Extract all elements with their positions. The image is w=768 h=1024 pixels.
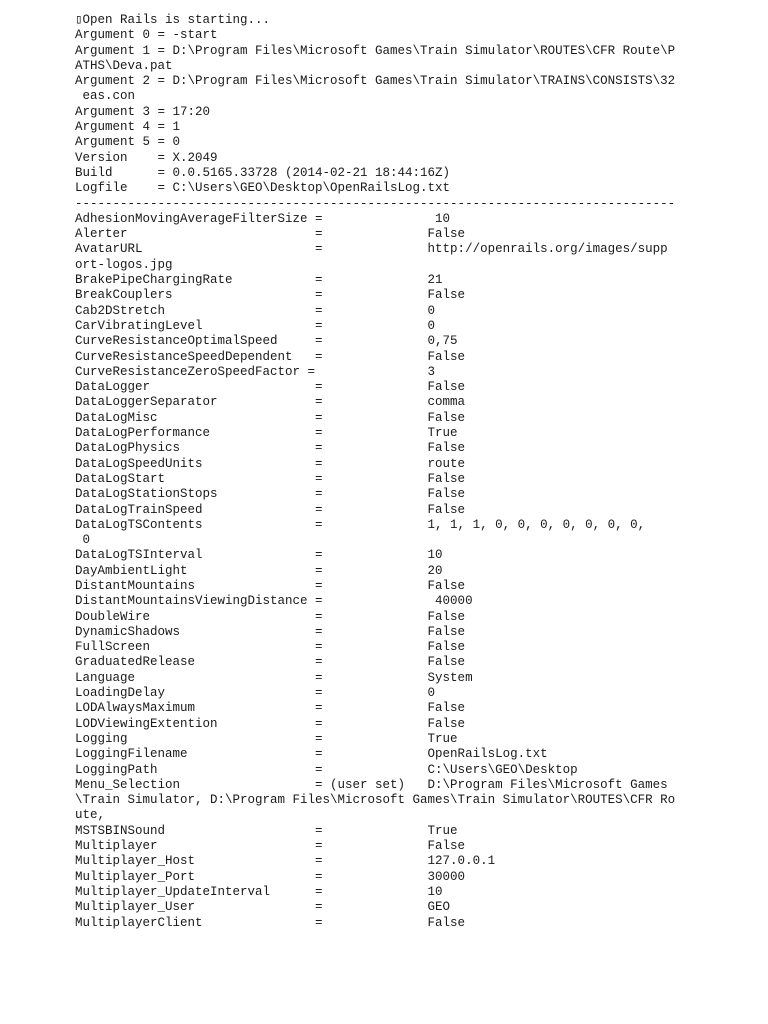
log-line: MultiplayerClient = False (75, 915, 466, 930)
log-line: DataLogger = False (75, 380, 466, 395)
log-line: DataLogStart = False (75, 471, 466, 486)
log-line: DynamicShadows = False (75, 624, 466, 639)
log-line: BreakCouplers = False (75, 288, 466, 303)
log-line: 0 (75, 533, 91, 548)
log-line: DataLogMisc = False (75, 410, 466, 425)
log-line: DataLogSpeedUnits = route (75, 456, 466, 471)
log-line: BrakePipeChargingRate = 21 (75, 273, 443, 288)
log-line: ort-logos.jpg (75, 257, 173, 272)
log-line: Argument 3 = 17:20 (75, 104, 211, 119)
log-line: Multiplayer_UpdateInterval = 10 (75, 884, 443, 899)
log-line: CarVibratingLevel = 0 (75, 318, 436, 333)
log-line: MSTSBINSound = True (75, 823, 458, 838)
log-line: AdhesionMovingAverageFilterSize = 10 (75, 211, 451, 226)
log-line: \Train Simulator, D:\Program Files\Microsoft Games\Train Simulator\ROUTES\CFR Ro (75, 793, 675, 808)
log-line: DoubleWire = False (75, 609, 466, 624)
log-line: DataLogTSContents = 1, 1, 1, 0, 0, 0, 0, 0, 0, 0, (75, 517, 646, 532)
log-text-block (75, 13, 675, 931)
log-line: Version = X.2049 (75, 150, 218, 165)
log-line: FullScreen = False (75, 640, 466, 655)
log-line: Language = System (75, 670, 473, 685)
log-line: LoadingDelay = 0 (75, 686, 436, 701)
log-line: DataLogPerformance = True (75, 426, 458, 441)
log-line: Argument 1 = D:\Program Files\Microsoft Games\Train Simulator\ROUTES\CFR Route\P (75, 43, 675, 58)
log-line: Argument 4 = 1 (75, 120, 181, 135)
log-line: DataLogTSInterval = 10 (75, 548, 443, 563)
log-line: AvatarURL = http://openrails.org/images/supp (75, 242, 668, 257)
log-line: DataLogPhysics = False (75, 441, 466, 456)
log-line: DataLoggerSeparator = comma (75, 395, 466, 410)
log-line: eas.con (75, 89, 136, 104)
log-line: DayAmbientLight = 20 (75, 563, 443, 578)
log-line: Cab2DStretch = 0 (75, 303, 436, 318)
log-line: LODViewingExtention = False (75, 716, 466, 731)
log-line: LODAlwaysMaximum = False (75, 701, 466, 716)
log-line: CurveResistanceZeroSpeedFactor = 3 (75, 364, 436, 379)
log-line: Multiplayer_Port = 30000 (75, 869, 466, 884)
log-line: LoggingFilename = OpenRailsLog.txt (75, 747, 548, 762)
log-line: LoggingPath = C:\Users\GEO\Desktop (75, 762, 578, 777)
log-line: Multiplayer_Host = 127.0.0.1 (75, 854, 496, 869)
log-line: Build = 0.0.5165.33728 (2014-02-21 18:44:16Z) (75, 165, 451, 180)
log-line: CurveResistanceSpeedDependent = False (75, 349, 466, 364)
log-line: DataLogTrainSpeed = False (75, 502, 466, 517)
log-line: ▯Open Rails is starting... (75, 13, 271, 27)
log-line: DataLogStationStops = False (75, 487, 466, 502)
log-line: ATHS\Deva.pat (75, 58, 173, 73)
log-line: -------------------------------------------------------------------------------- (75, 196, 675, 211)
log-line: Logging = True (75, 731, 458, 746)
log-line: Multiplayer_User = GEO (75, 900, 451, 915)
log-line: DistantMountains = False (75, 578, 466, 593)
log-line: Argument 5 = 0 (75, 135, 181, 150)
log-line: Logfile = C:\Users\GEO\Desktop\OpenRailsLog.txt (75, 181, 451, 196)
log-line: Menu_Selection = (user set) D:\Program Files\Microsoft Games (75, 777, 668, 792)
log-line: ute, (75, 808, 106, 823)
log-line: GraduatedRelease = False (75, 655, 466, 670)
log-line: Argument 0 = -start (75, 28, 218, 43)
log-line: CurveResistanceOptimalSpeed = 0,75 (75, 334, 458, 349)
log-line: Multiplayer = False (75, 839, 466, 854)
log-line: DistantMountainsViewingDistance = 40000 (75, 594, 473, 609)
log-line: Argument 2 = D:\Program Files\Microsoft Games\Train Simulator\TRAINS\CONSISTS\32 (75, 74, 675, 89)
log-line: Alerter = False (75, 227, 466, 242)
